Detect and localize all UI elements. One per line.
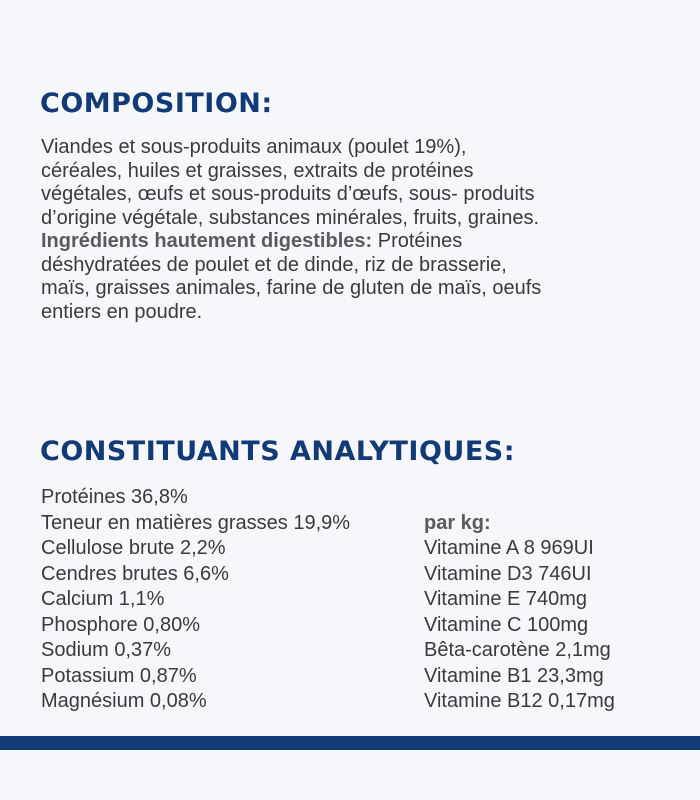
vitamin-item: Vitamine A 8 969UI bbox=[424, 537, 594, 559]
bottom-bar bbox=[0, 736, 700, 750]
composition-line: céréales, huiles et graisses, extraits de protéines bbox=[41, 159, 474, 182]
per-kg-label: par kg: bbox=[424, 511, 491, 534]
constituent-item: Cellulose brute 2,2% bbox=[41, 537, 226, 559]
vitamin-item: Bêta-carotène 2,1mg bbox=[424, 639, 611, 661]
composition-heading: COMPOSITION: bbox=[40, 88, 273, 119]
vitamin-item: Vitamine D3 746UI bbox=[424, 562, 592, 585]
digestible-line: maïs, graisses animales, farine de gluten de maïs, oeufs bbox=[41, 277, 542, 299]
constituent-item: Sodium 0,37% bbox=[41, 639, 172, 661]
digestible-line: déshydratées de poulet et de dinde, riz de brasserie, bbox=[41, 253, 507, 276]
vitamin-item: Vitamine B12 0,17mg bbox=[424, 690, 615, 712]
composition-line: végétales, œufs et sous-produits d’œufs, sous- produits bbox=[41, 183, 535, 205]
constituent-item: Magnésium 0,08% bbox=[41, 690, 207, 712]
composition-line: d’origine végétale, substances minérales, fruits, graines. bbox=[41, 206, 540, 229]
constituent-item: Calcium 1,1% bbox=[41, 588, 165, 610]
vitamin-item: Vitamine B1 23,3mg bbox=[424, 664, 604, 687]
constituent-item: Teneur en matières grasses 19,9% bbox=[41, 511, 351, 534]
digestible-label: Ingrédients hautement digestibles: bbox=[41, 230, 373, 252]
constituent-item: Phosphore 0,80% bbox=[41, 613, 201, 636]
constituent-item: Protéines 36,8% bbox=[41, 486, 188, 508]
analytical-heading: CONSTITUANTS ANALYTIQUES: bbox=[40, 436, 516, 467]
digestible-line bbox=[41, 230, 671, 254]
digestible-first-word: Protéines bbox=[377, 230, 463, 252]
composition-line: Viandes et sous-produits animaux (poulet 19%), bbox=[41, 136, 467, 158]
vitamin-item: Vitamine C 100mg bbox=[424, 613, 589, 636]
composition-text bbox=[41, 136, 671, 324]
digestible-line: entiers en poudre. bbox=[41, 300, 203, 323]
constituent-item: Potassium 0,87% bbox=[41, 664, 197, 687]
constituent-item: Cendres brutes 6,6% bbox=[41, 562, 229, 585]
vitamins-list bbox=[424, 511, 694, 715]
vitamin-item: Vitamine E 740mg bbox=[424, 588, 588, 610]
constituents-list bbox=[41, 485, 401, 715]
